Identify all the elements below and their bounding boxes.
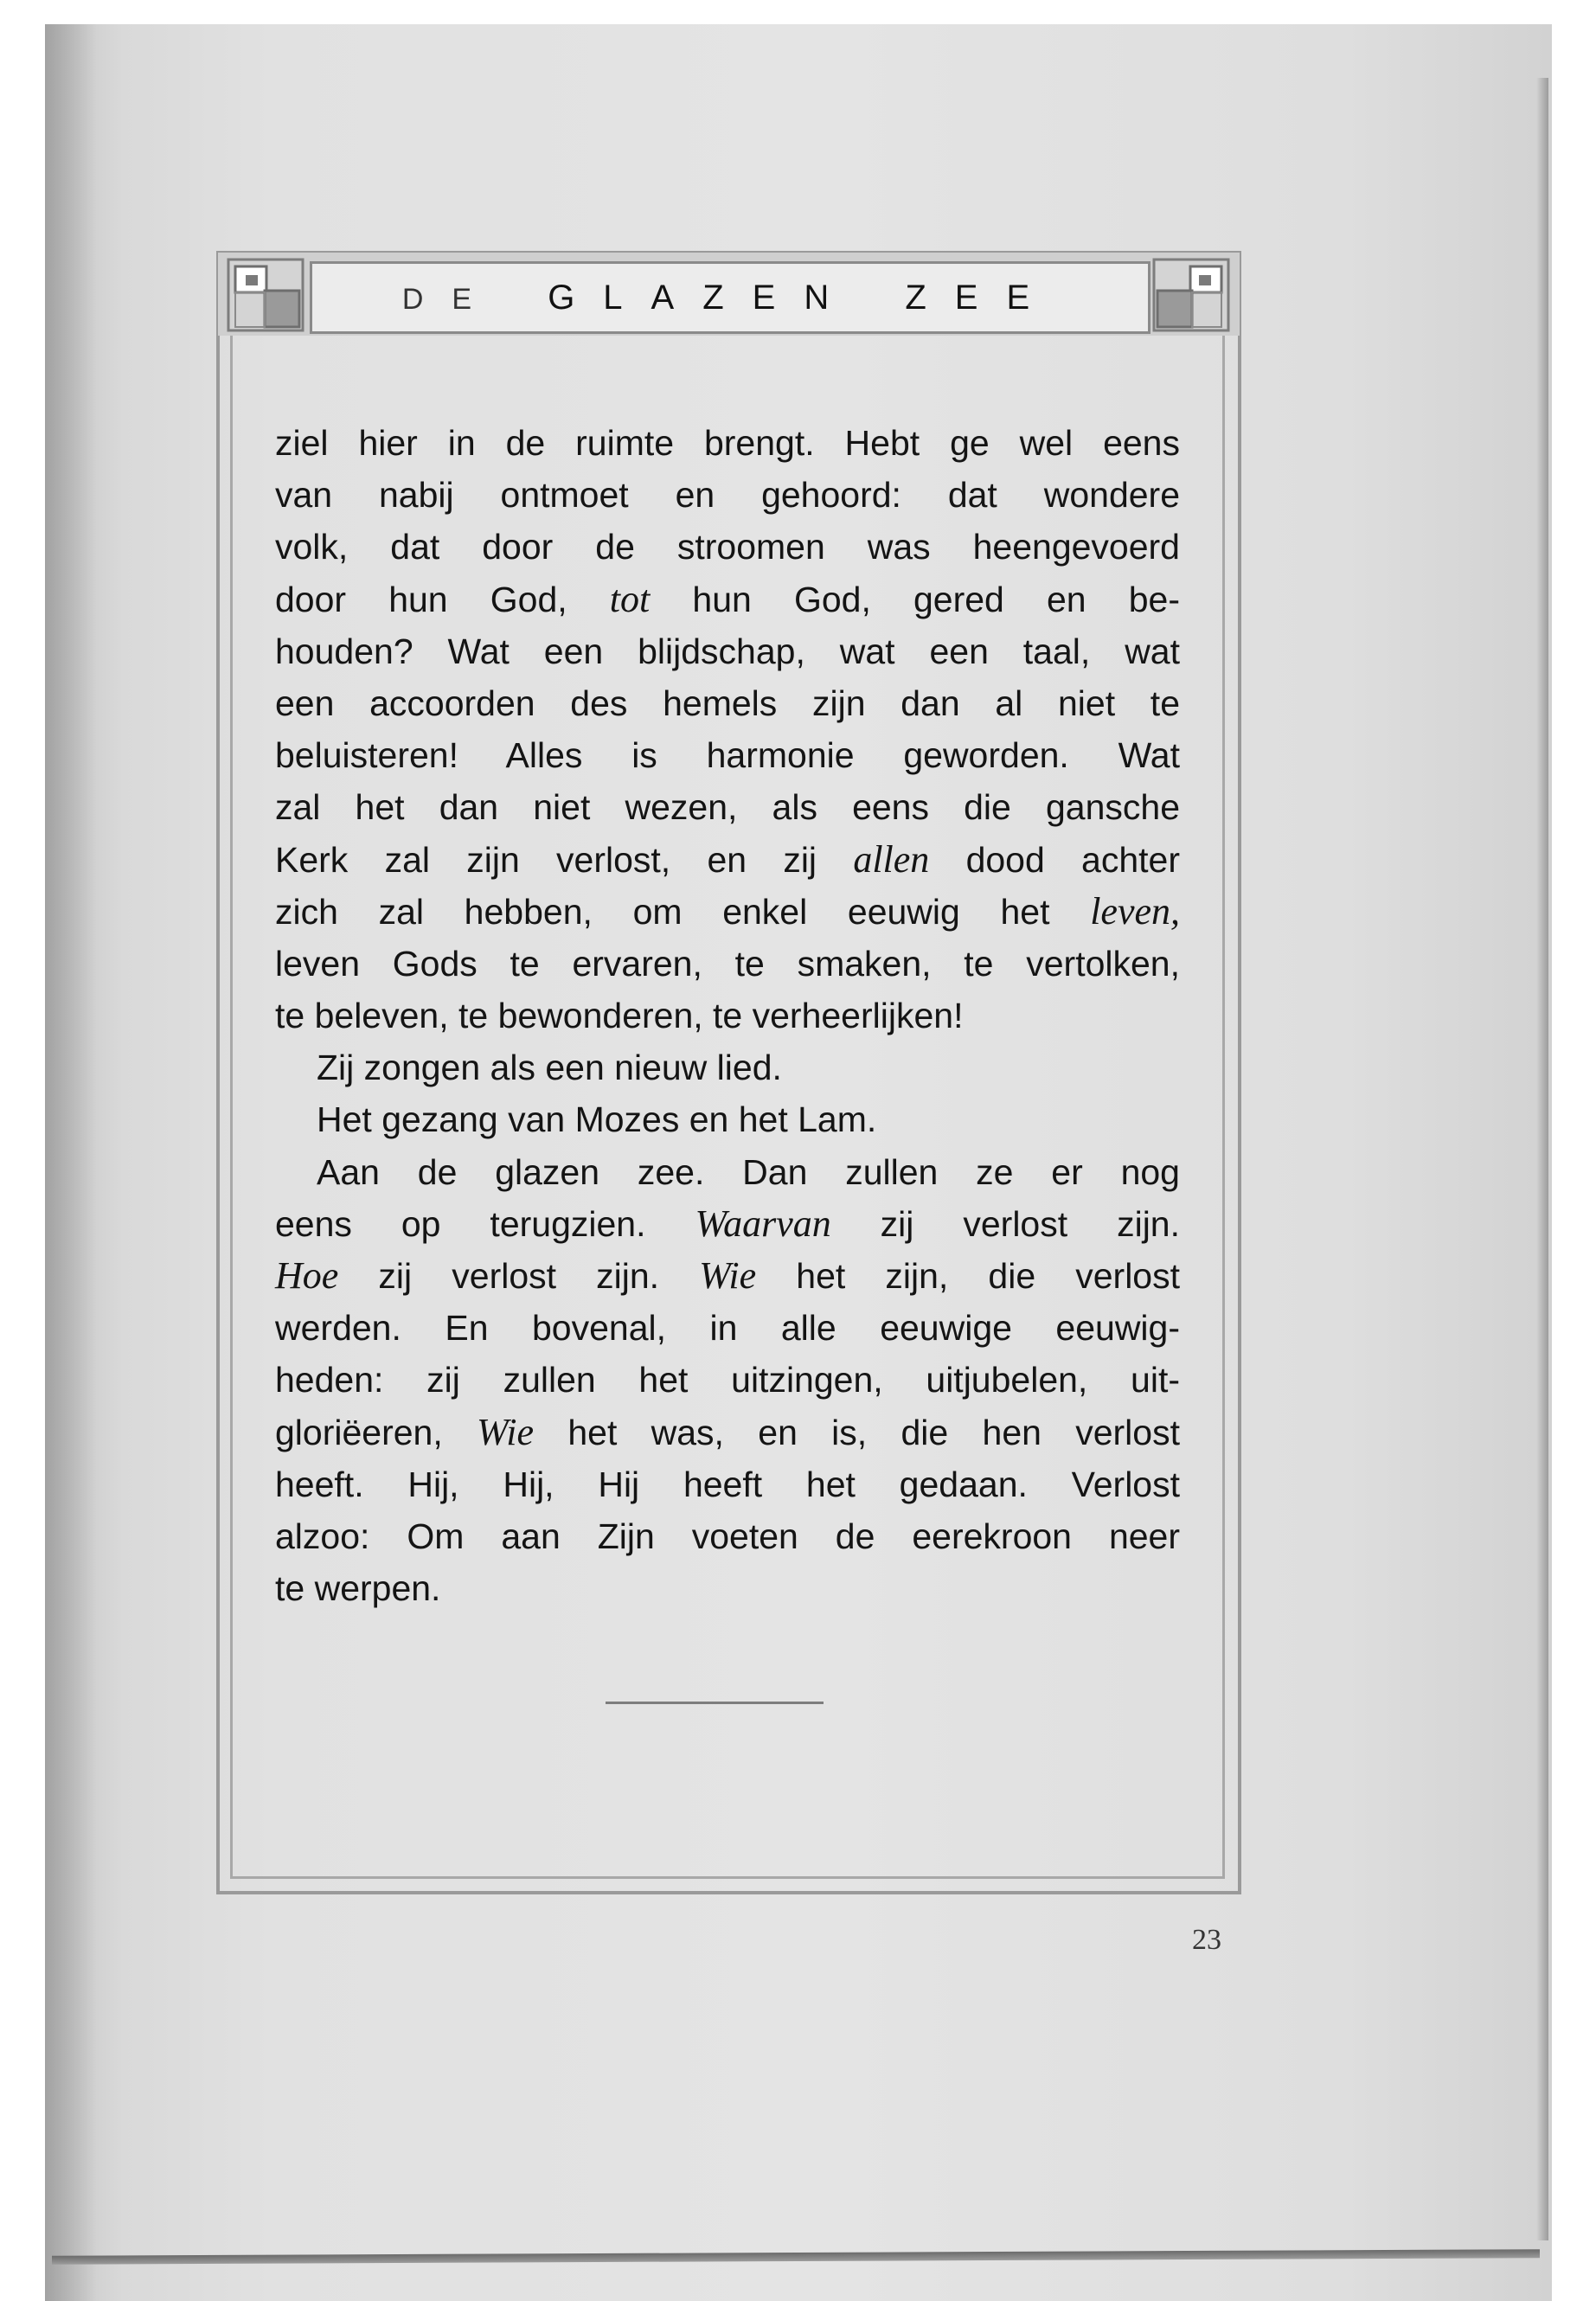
text-line: van nabij ontmoet en gehoord: dat wondere: [275, 475, 1180, 516]
text-line: ziel hier in de ruimte brengt. Hebt ge wel eens: [275, 423, 1180, 463]
emphasis: Hoe: [275, 1254, 339, 1297]
text-line: Kerk zal zijn verlost, en zij allen dood achter: [275, 837, 1180, 881]
text-line: een accoorden des hemels zijn dan al niet te: [275, 683, 1180, 723]
text-line: te beleven, te bewonderen, te verheerlijken!: [275, 996, 964, 1036]
text-line: houden? Wat een blijdschap, wat een taal, wat: [275, 631, 1180, 671]
running-head-word-zee: ZEE: [905, 279, 1059, 317]
body-text: [275, 417, 1180, 1614]
emphasis: Waarvan: [695, 1202, 831, 1245]
text-line: werden. En bovenal, in alle eeuwige eeuwig-: [275, 1308, 1180, 1349]
text-line: beluisteren! Alles is harmonie geworden. Wat: [275, 735, 1180, 776]
page-number: 23: [1192, 1924, 1221, 1956]
text-line: zal het dan niet wezen, als eens die gansche: [275, 787, 1180, 828]
text-line: te werpen.: [275, 1568, 441, 1609]
emphasis: leven,: [1090, 889, 1180, 933]
emphasis: tot: [609, 577, 651, 620]
emphasis: Wie: [477, 1410, 535, 1453]
text-line: volk, dat door de stroomen was heengevoerd: [275, 527, 1180, 567]
page-edge-shadow: [1536, 78, 1548, 2240]
text-line: gloriëeren, Wie het was, en is, die hen verlost: [275, 1410, 1180, 1453]
section-end-rule: [606, 1702, 824, 1704]
running-head: [310, 261, 1151, 334]
text-line: Hoe zij verlost zijn. Wie het zijn, die verlost: [275, 1254, 1180, 1297]
text-line: heeft. Hij, Hij, Hij heeft het gedaan. Verlost: [275, 1464, 1180, 1504]
text-line: door hun God, tot hun God, gered en be-: [275, 577, 1180, 620]
text-line: Het gezang van Mozes en het Lam.: [317, 1099, 877, 1140]
page-gutter-shadow: [45, 24, 97, 2301]
corner-ornament-right-icon: [1151, 256, 1230, 334]
running-head-word-de: DE: [401, 283, 501, 316]
corner-ornament-left-icon: [227, 256, 306, 334]
emphasis: Wie: [699, 1254, 757, 1297]
text-line: eens op terugzien. Waarvan zij verlost zijn.: [275, 1202, 1180, 1245]
running-head-word-glazen: GLAZEN: [548, 279, 858, 317]
text-line: Aan de glazen zee. Dan zullen ze er nog: [317, 1151, 1180, 1192]
text-line: heden: zij zullen het uitzingen, uitjubelen, uit-: [275, 1360, 1180, 1400]
text-line: alzoo: Om aan Zijn voeten de eerekroon neer: [275, 1516, 1180, 1556]
text-line: Zij zongen als een nieuw lied.: [317, 1048, 782, 1088]
text-line: leven Gods te ervaren, te smaken, te vertolken,: [275, 943, 1180, 984]
emphasis: allen: [853, 837, 930, 881]
text-line: zich zal hebben, om enkel eeuwig het leven,: [275, 889, 1180, 933]
